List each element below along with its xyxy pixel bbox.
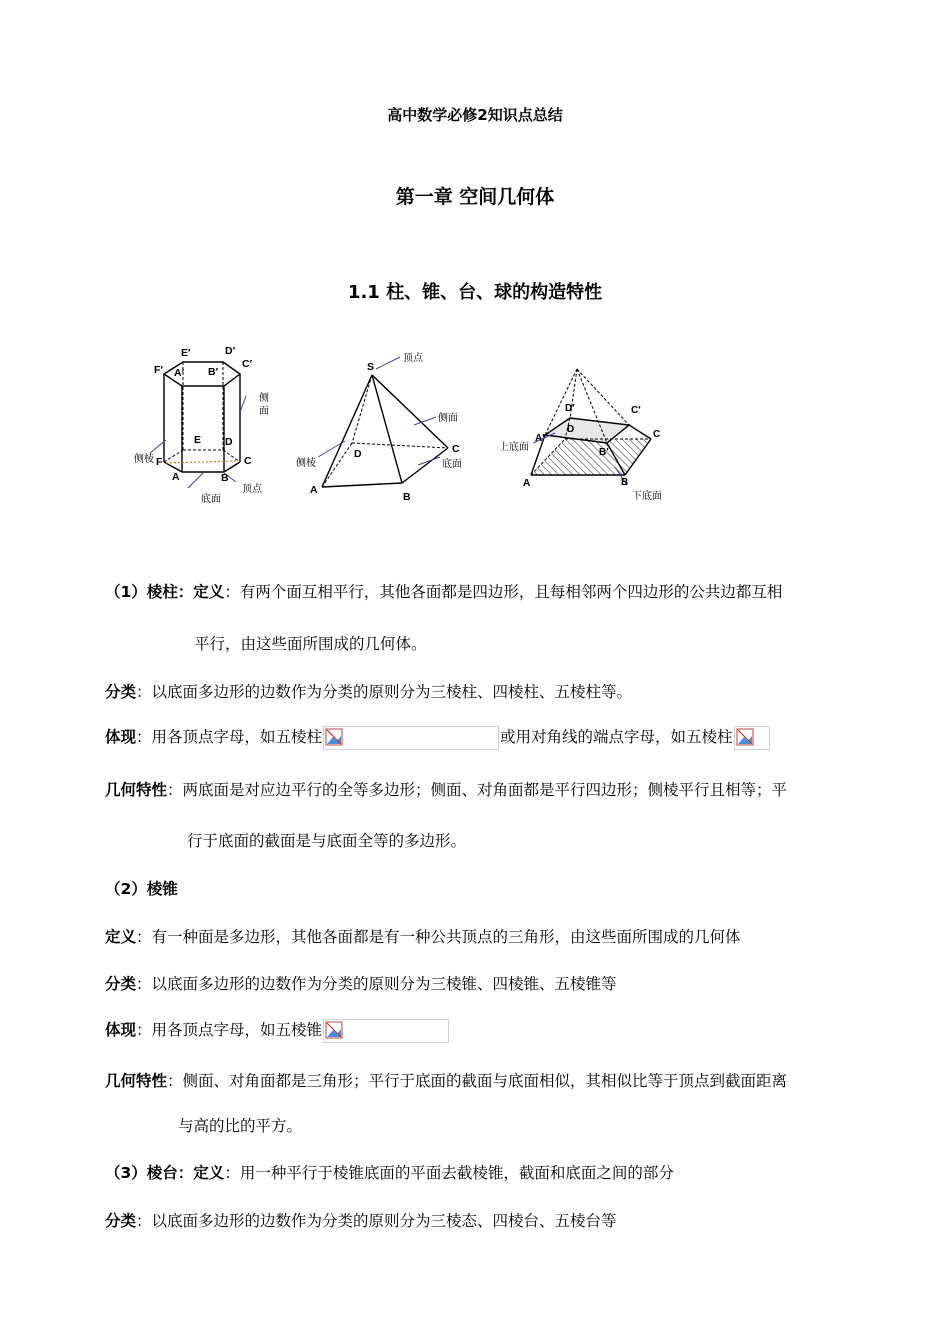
pyramid-class-label: 分类: [105, 975, 137, 993]
pyramid-label-c: C: [452, 443, 460, 455]
pyramid-geo-text: ：侧面、对角面都是三角形；平行于底面的截面与底面相似，其相似比等于顶点到截面距离: [167, 1072, 788, 1090]
pyramid-def-label: 定义: [105, 928, 137, 946]
pyramid-vertex: 顶点: [403, 353, 423, 364]
frustum-label-c1: C′: [631, 405, 641, 416]
prism-geo-label: 几何特性: [105, 781, 168, 799]
pyramid-label-b: B: [403, 491, 411, 503]
prism-classification: [105, 680, 632, 702]
pyramid-figure: [290, 345, 480, 510]
pyramid-rep-text: ：用各顶点字母，如五棱锥: [136, 1021, 323, 1039]
frustum-def-text: ：用一种平行于棱锥底面的平面去截棱锥，截面和底面之间的部分: [224, 1164, 674, 1182]
prism-notation-image: [323, 726, 499, 750]
frustum-label-a: A: [523, 478, 531, 489]
pyramid-geometry: [105, 1069, 787, 1091]
doc-title: 高中数学必修2知识点总结: [387, 106, 563, 124]
frustum-definition: [105, 1161, 674, 1183]
pyramid-classification: [105, 972, 617, 994]
broken-image-icon: [325, 1021, 343, 1039]
frustum-heading: （3）棱台：: [105, 1164, 194, 1182]
pyramid-geo-label: 几何特性: [105, 1072, 168, 1090]
pyramid-side-face: 侧面: [438, 413, 458, 424]
frustum-label-c: C: [653, 429, 661, 440]
frustum-class-text: ：以底面多边形的边数作为分类的原则分为三棱态、四棱台、五棱台等: [136, 1212, 617, 1230]
prism-class-text: ：以底面多边形的边数作为分类的原则分为三棱柱、四棱柱、五棱柱等。: [136, 683, 633, 701]
pyramid-definition: [105, 925, 741, 947]
prism-side-face-1: 侧: [259, 393, 269, 404]
frustum-label-d: D: [567, 424, 575, 435]
chapter-title: 第一章 空间几何体: [395, 186, 555, 208]
prism-representation: [105, 725, 771, 750]
prism-diagonal-image: [734, 726, 770, 750]
pyramid-class-text: ：以底面多边形的边数作为分类的原则分为三棱锥、四棱锥、五棱锥等: [136, 975, 617, 993]
frustum-def-label: 定义: [193, 1164, 225, 1182]
pyramid-notation-image: [323, 1019, 449, 1043]
pyramid-geo-cont: 与高的比的平方。: [178, 1117, 303, 1135]
pyramid-side-edge: 侧棱: [296, 458, 316, 469]
prism-label-b: B: [221, 472, 229, 484]
prism-heading: （1）棱柱：: [105, 583, 194, 601]
prism-label-e: E: [194, 434, 202, 446]
prism-base: 底面: [201, 494, 221, 505]
frustum-bottom-base: 下底面: [632, 491, 662, 502]
prism-def-label: 定义: [193, 583, 225, 601]
prism-label-f: F: [156, 456, 163, 468]
prism-label-e1: E′: [181, 347, 191, 359]
broken-image-icon: [736, 728, 754, 746]
frustum-label-d1: D′: [565, 403, 575, 414]
prism-label-a1: A′: [174, 367, 185, 379]
frustum-figure: [495, 355, 685, 510]
broken-image-icon: [325, 728, 343, 746]
prism-label-d1: D′: [225, 345, 236, 357]
pyramid-label-a: A: [310, 484, 318, 496]
frustum-label-b1: B′: [599, 447, 609, 458]
prism-side-face-2: 面: [259, 406, 269, 417]
prism-label-b1: B′: [208, 366, 219, 378]
section-title: 1.1 柱、锥、台、球的构造特性: [347, 282, 603, 303]
pyramid-rep-label: 体现: [105, 1021, 137, 1039]
prism-rep-label: 体现: [105, 728, 137, 746]
prism-vertex: 顶点: [242, 484, 262, 495]
pyramid-base: 底面: [442, 459, 462, 470]
prism-rep-text1: ：用各顶点字母，如五棱柱: [136, 728, 323, 746]
prism-geometry: [105, 778, 787, 800]
prism-def-text: ：有两个面互相平行，其他各面都是四边形，且每相邻两个四边形的公共边都互相: [224, 583, 783, 601]
pyramid-def-text: ：有一种面是多边形，其他各面都是有一种公共顶点的三角形，由这些面所围成的几何体: [136, 928, 741, 946]
prism-geo-cont: 行于底面的截面是与底面全等的多边形。: [187, 832, 467, 850]
frustum-class-label: 分类: [105, 1212, 137, 1230]
frustum-label-b: B: [621, 477, 629, 488]
pyramid-label-d: D: [354, 448, 362, 460]
pyramid-heading: [105, 877, 178, 899]
frustum-classification: [105, 1209, 617, 1231]
pyramid-heading-text: （2）棱锥: [105, 880, 178, 898]
pyramid-label-s: S: [367, 361, 375, 373]
prism-class-label: 分类: [105, 683, 137, 701]
prism-geo-text: ：两底面是对应边平行的全等多边形；侧面、对角面都是平行四边形；侧棱平行且相等；平: [167, 781, 788, 799]
prism-label-c: C: [244, 455, 252, 467]
frustum-top-base: 上底面: [499, 442, 529, 453]
prism-label-a: A: [172, 471, 180, 483]
prism-rep-text2: 或用对角线的端点字母，如五棱柱: [500, 728, 733, 746]
prism-figure: [128, 340, 288, 510]
prism-side-edge: 侧棱: [134, 454, 154, 465]
prism-label-c1: C′: [242, 358, 253, 370]
prism-def-cont: 平行，由这些面所围成的几何体。: [194, 635, 427, 653]
pyramid-representation: [105, 1018, 450, 1043]
prism-definition: [105, 580, 782, 602]
prism-label-d: D: [225, 436, 233, 448]
prism-label-f1: F′: [154, 364, 163, 376]
frustum-label-a1: A′: [535, 433, 545, 444]
